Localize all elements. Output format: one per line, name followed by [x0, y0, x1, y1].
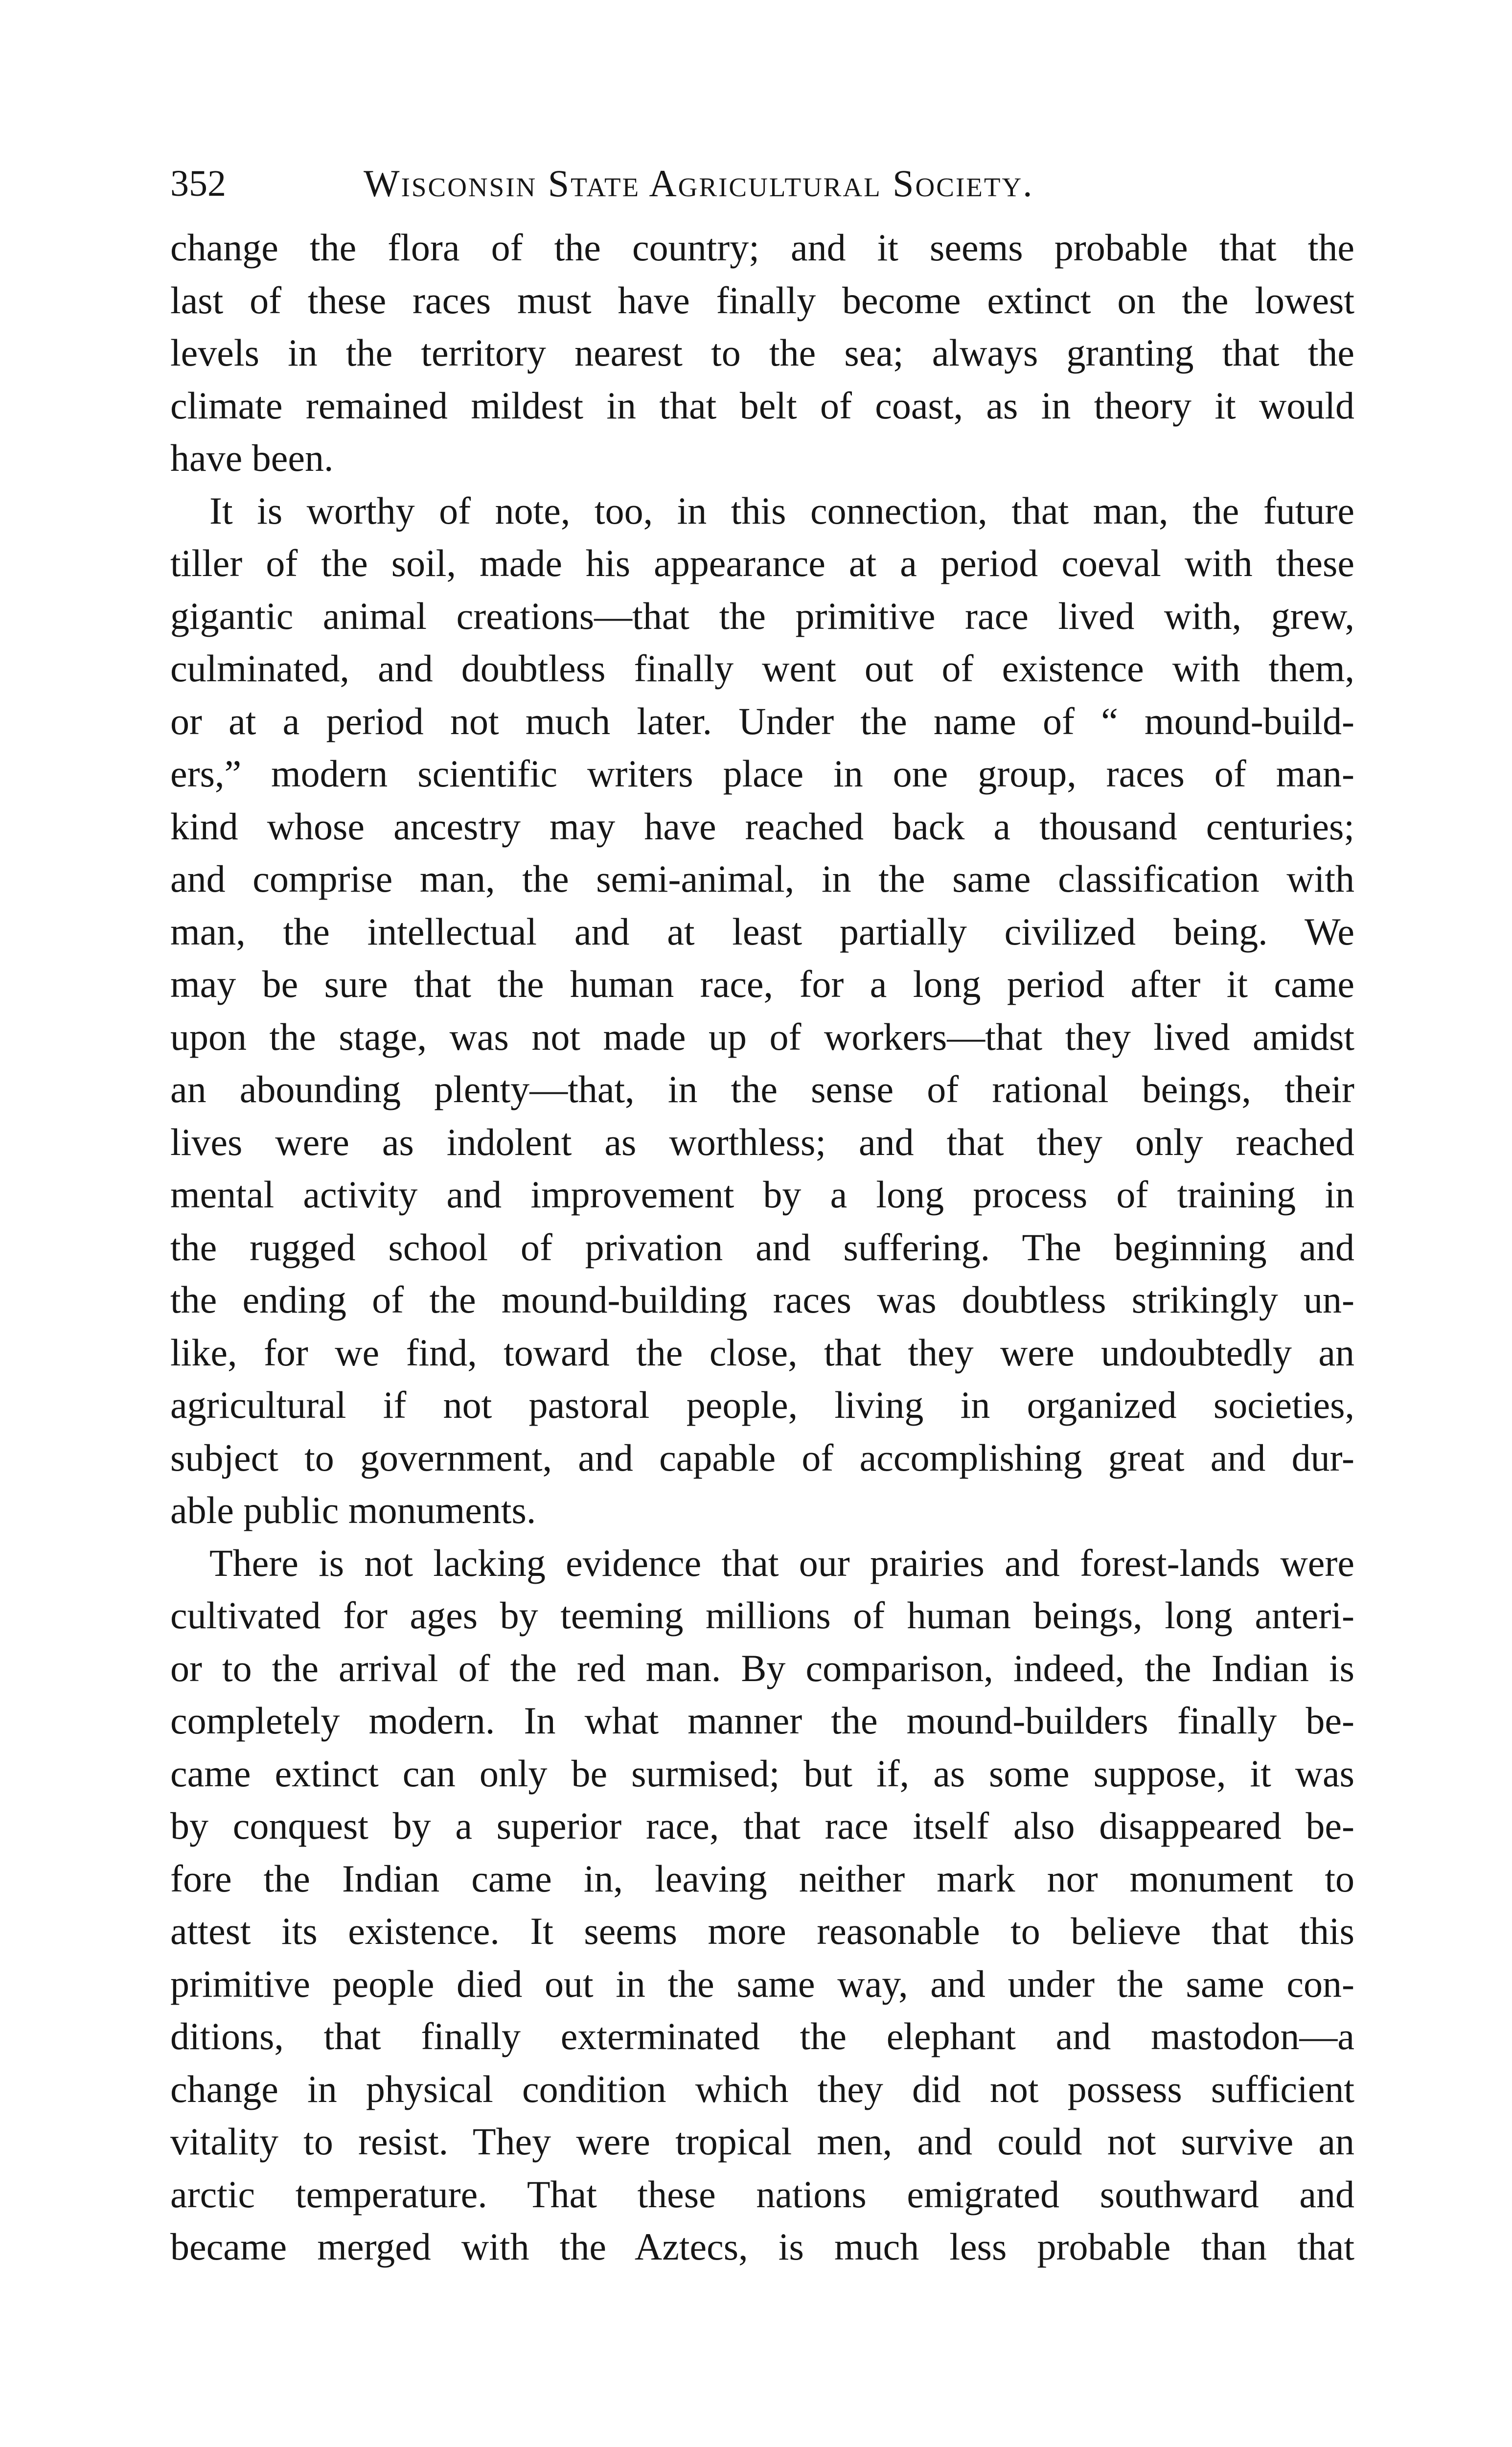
text-line: kind whose ancestry may have reached back a thousand centuries;	[170, 805, 1354, 848]
text-line: arctic temperature. That these nations emigrated southward and	[170, 2172, 1354, 2216]
text-line: may be sure that the human race, for a long period after it came	[170, 963, 1354, 1005]
text-line: the ending of the mound-building races was doubtless strikingly un-	[170, 1278, 1354, 1321]
text-line: levels in the territory nearest to the sea; always granting that the	[170, 331, 1354, 374]
text-line: completely modern. In what manner the mound-builders finally be-	[170, 1699, 1354, 1742]
paragraph	[170, 221, 1354, 485]
page-header	[170, 159, 1354, 213]
text-line: attest its existence. It seems more reasonable to believe that this	[170, 1910, 1354, 1952]
text-line: agricultural if not pastoral people, living in organized societies,	[170, 1384, 1354, 1426]
text-line: subject to government, and capable of accomplishing great and dur-	[170, 1436, 1354, 1479]
text-line: and comprise man, the semi-animal, in the same classification with	[170, 857, 1354, 900]
text-line: mental activity and improvement by a long process of training in	[170, 1173, 1354, 1216]
text-line: ditions, that finally exterminated the elephant and mastodon—a	[170, 2015, 1354, 2057]
text-line: last of these races must have finally become extinct on the lowest	[170, 278, 1354, 322]
text-line: gigantic animal creations—that the primitive race lived with, grew,	[170, 594, 1354, 637]
text-line: culminated, and doubtless finally went out of existence with them,	[170, 647, 1354, 690]
text-line: fore the Indian came in, leaving neither mark nor monument to	[170, 1857, 1354, 1900]
text-line: change in physical condition which they did not possess sufficient	[170, 2067, 1354, 2110]
text-line: an abounding plenty—that, in the sense of rational beings, their	[170, 1068, 1354, 1110]
text-line: have been.	[170, 437, 334, 479]
running-head: Wisconsin State Agricultural Society.	[364, 162, 1034, 205]
text-line: lives were as indolent as worthless; and that they only reached	[170, 1120, 1354, 1163]
text-line: ers,” modern scientific writers place in one group, races of man-	[170, 752, 1354, 795]
text-line: There is not lacking evidence that our prairies and forest-lands were	[209, 1541, 1354, 1584]
text-line: by conquest by a superior race, that race itself also disappeared be-	[170, 1804, 1354, 1847]
text-line: upon the stage, was not made up of workers—that they lived amidst	[170, 1015, 1354, 1058]
text-line: change the flora of the country; and it seems probable that the	[170, 226, 1354, 269]
text-line: tiller of the soil, made his appearance at a period coeval with these	[170, 542, 1354, 584]
body-text	[170, 221, 1354, 2273]
paragraph	[170, 1537, 1354, 2273]
text-line: It is worthy of note, too, in this connection, that man, the future	[209, 489, 1354, 532]
text-line: climate remained mildest in that belt of coast, as in theory it would	[170, 384, 1354, 427]
text-line: or at a period not much later. Under the name of “ mound-build-	[170, 699, 1354, 742]
text-line: cultivated for ages by teeming millions of human beings, long anteri-	[170, 1594, 1354, 1637]
text-line: the rugged school of privation and suffering. The beginning and	[170, 1225, 1354, 1269]
text-line: man, the intellectual and at least partially civilized being. We	[170, 910, 1354, 953]
text-line: able public monuments.	[170, 1489, 536, 1531]
text-line: vitality to resist. They were tropical men, and could not survive an	[170, 2120, 1354, 2163]
text-line: became merged with the Aztecs, is much less probable than that	[170, 2225, 1354, 2268]
text-line: came extinct can only be surmised; but if, as some suppose, it was	[170, 1752, 1354, 1795]
text-line: or to the arrival of the red man. By comparison, indeed, the Indian is	[170, 1646, 1354, 1689]
text-line: primitive people died out in the same way, and under the same con-	[170, 1962, 1354, 2005]
paragraph	[170, 485, 1354, 1537]
page-number: 352	[170, 163, 226, 204]
text-line: like, for we find, toward the close, that they were undoubtedly an	[170, 1331, 1354, 1374]
